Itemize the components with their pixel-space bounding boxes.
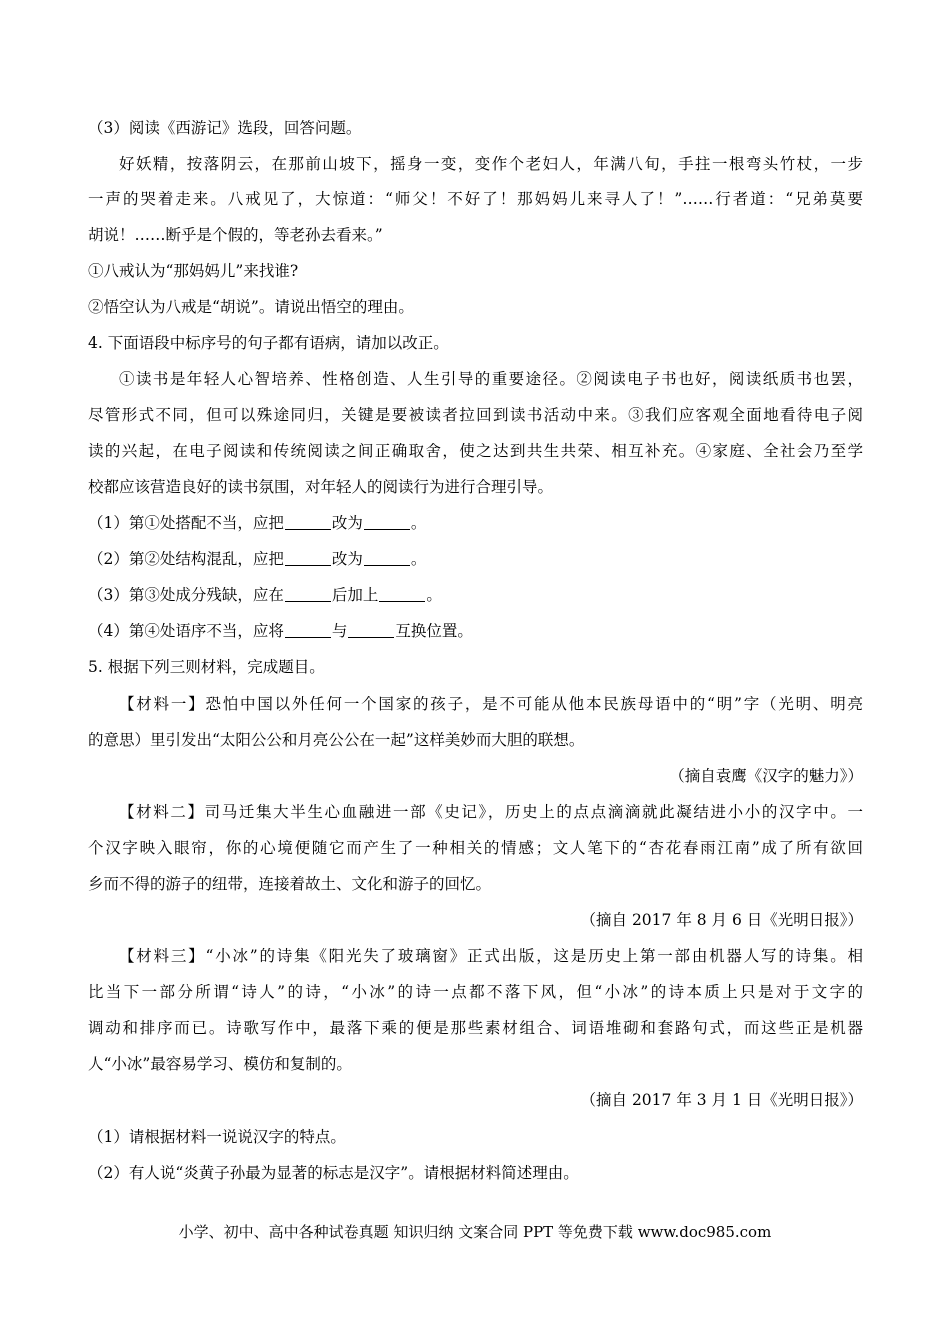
q5-material-3-source: （摘自 2017 年 3 月 1 日《光明日报》）: [580, 1091, 863, 1109]
q4-item-2-prefix: （2）第②处结构混乱，应把: [88, 550, 284, 568]
q4-item-4-middle: 与: [331, 622, 348, 640]
q3-passage-line-1: 好妖精，按落阴云，在那前山坡下，摇身一变，变作个老妇人，年满八旬，手拄一根弯头竹杖，一步: [119, 155, 863, 173]
answer-blank[interactable]: [285, 551, 331, 566]
q4-item-4-suffix: 互换位置。: [395, 622, 473, 640]
q5-material-2-line-1: 【材料二】司马迁集大半生心血融进一部《史记》，历史上的点点滴滴就此凝结进小小的汉字中。一: [119, 803, 863, 821]
q4-item-2-suffix: 。: [410, 550, 427, 568]
answer-blank[interactable]: [379, 587, 425, 602]
q4-passage-line-1: ①读书是年轻人心智培养、性格创造、人生引导的重要途径。②阅读电子书也好，阅读纸质书也罢，: [119, 370, 863, 388]
q4-item-4-prefix: （4）第④处语序不当，应将: [88, 622, 284, 640]
q5-sub-question-1: （1）请根据材料一说说汉字的特点。: [88, 1128, 346, 1146]
answer-blank[interactable]: [285, 515, 331, 530]
q5-material-3-line-1: 【材料三】“小冰”的诗集《阳光失了玻璃窗》正式出版，这是历史上第一部由机器人写的诗集。相: [119, 947, 863, 965]
page-footer: 小学、初中、高中各种试卷真题 知识归纳 文案合同 PPT 等免费下载 www.doc985.com: [178, 1223, 772, 1241]
q3-sub-question-2: ②悟空认为八戒是“胡说”。请说出悟空的理由。: [88, 298, 414, 316]
answer-blank[interactable]: [285, 587, 331, 602]
q4-passage-line-3: 读的兴起，在电子阅读和传统阅读之间正确取舍，使之达到共生共荣、相互补充。④家庭、全社会乃至学: [88, 442, 863, 460]
q4-item-2: [88, 549, 863, 569]
q5-sub-question-2: （2）有人说“炎黄子孙最为显著的标志是汉字”。请根据材料简述理由。: [88, 1164, 579, 1182]
q5-material-1-line-1: 【材料一】恐怕中国以外任何一个国家的孩子，是不可能从他本民族母语中的“明”字（光明、明亮: [119, 695, 863, 713]
q5-material-1-source: （摘自袁鹰《汉字的魅力》）: [669, 767, 863, 785]
q4-item-1-suffix: 。: [410, 514, 427, 532]
q4-item-3-suffix: 。: [426, 586, 442, 604]
q3-header: （3）阅读《西游记》选段，回答问题。: [88, 119, 362, 137]
q4-item-3-prefix: （3）第③处成分残缺，应在: [88, 586, 284, 604]
q4-item-1-prefix: （1）第①处搭配不当，应把: [88, 514, 284, 532]
q5-material-2-line-2: 个汉字映入眼帘，你的心境便随它而产生了一种相关的情感；文人笔下的“杏花春雨江南”成了所有欲回: [88, 839, 863, 857]
q4-item-1: [88, 513, 863, 533]
answer-blank[interactable]: [364, 515, 410, 530]
q4-item-3: [88, 585, 863, 605]
q4-item-1-middle: 改为: [331, 514, 363, 532]
q4-item-2-middle: 改为: [331, 550, 363, 568]
answer-blank[interactable]: [285, 623, 331, 638]
q4-header: 4. 下面语段中标序号的句子都有语病，请加以改正。: [88, 334, 449, 352]
q5-material-3-line-4: 人“小冰”最容易学习、模仿和复制的。: [88, 1055, 352, 1073]
q5-material-3-line-2: 比当下一部分所谓“诗人”的诗，“小冰”的诗一点都不落下风，但“小冰”的诗本质上只是对于文字的: [88, 983, 863, 1001]
q3-passage-line-2: 一声的哭着走来。八戒见了，大惊道：“师父！不好了！那妈妈儿来寻人了！”……行者道：“兄弟莫要: [88, 190, 863, 208]
q5-header: 5. 根据下列三则材料，完成题目。: [88, 658, 325, 676]
q5-material-2-line-3: 乡而不得的游子的纽带，连接着故土、文化和游子的回忆。: [88, 875, 492, 893]
q5-material-2-source: （摘自 2017 年 8 月 6 日《光明日报》）: [580, 911, 863, 929]
q3-passage-line-3: 胡说！……断乎是个假的，等老孙去看来。”: [88, 226, 383, 244]
q4-item-4: [88, 621, 863, 641]
q4-passage-line-4: 校都应该营造良好的读书氛围，对年轻人的阅读行为进行合理引导。: [88, 478, 554, 496]
q4-passage-line-2: 尽管形式不同，但可以殊途同归，关键是要被读者拉回到读书活动中来。③我们应客观全面地看待电子阅: [88, 406, 863, 424]
q3-sub-question-1: ①八戒认为“那妈妈儿”来找谁?: [88, 262, 299, 280]
q5-material-3-line-3: 调动和排序而已。诗歌写作中，最落下乘的便是那些素材组合、词语堆砌和套路句式，而这些正是机器: [88, 1019, 863, 1037]
answer-blank[interactable]: [348, 623, 394, 638]
q4-item-3-middle: 后加上: [331, 586, 379, 604]
q5-material-1-line-2: 的意思）里引发出“太阳公公和月亮公公在一起”这样美妙而大胆的联想。: [88, 731, 585, 749]
answer-blank[interactable]: [364, 551, 410, 566]
